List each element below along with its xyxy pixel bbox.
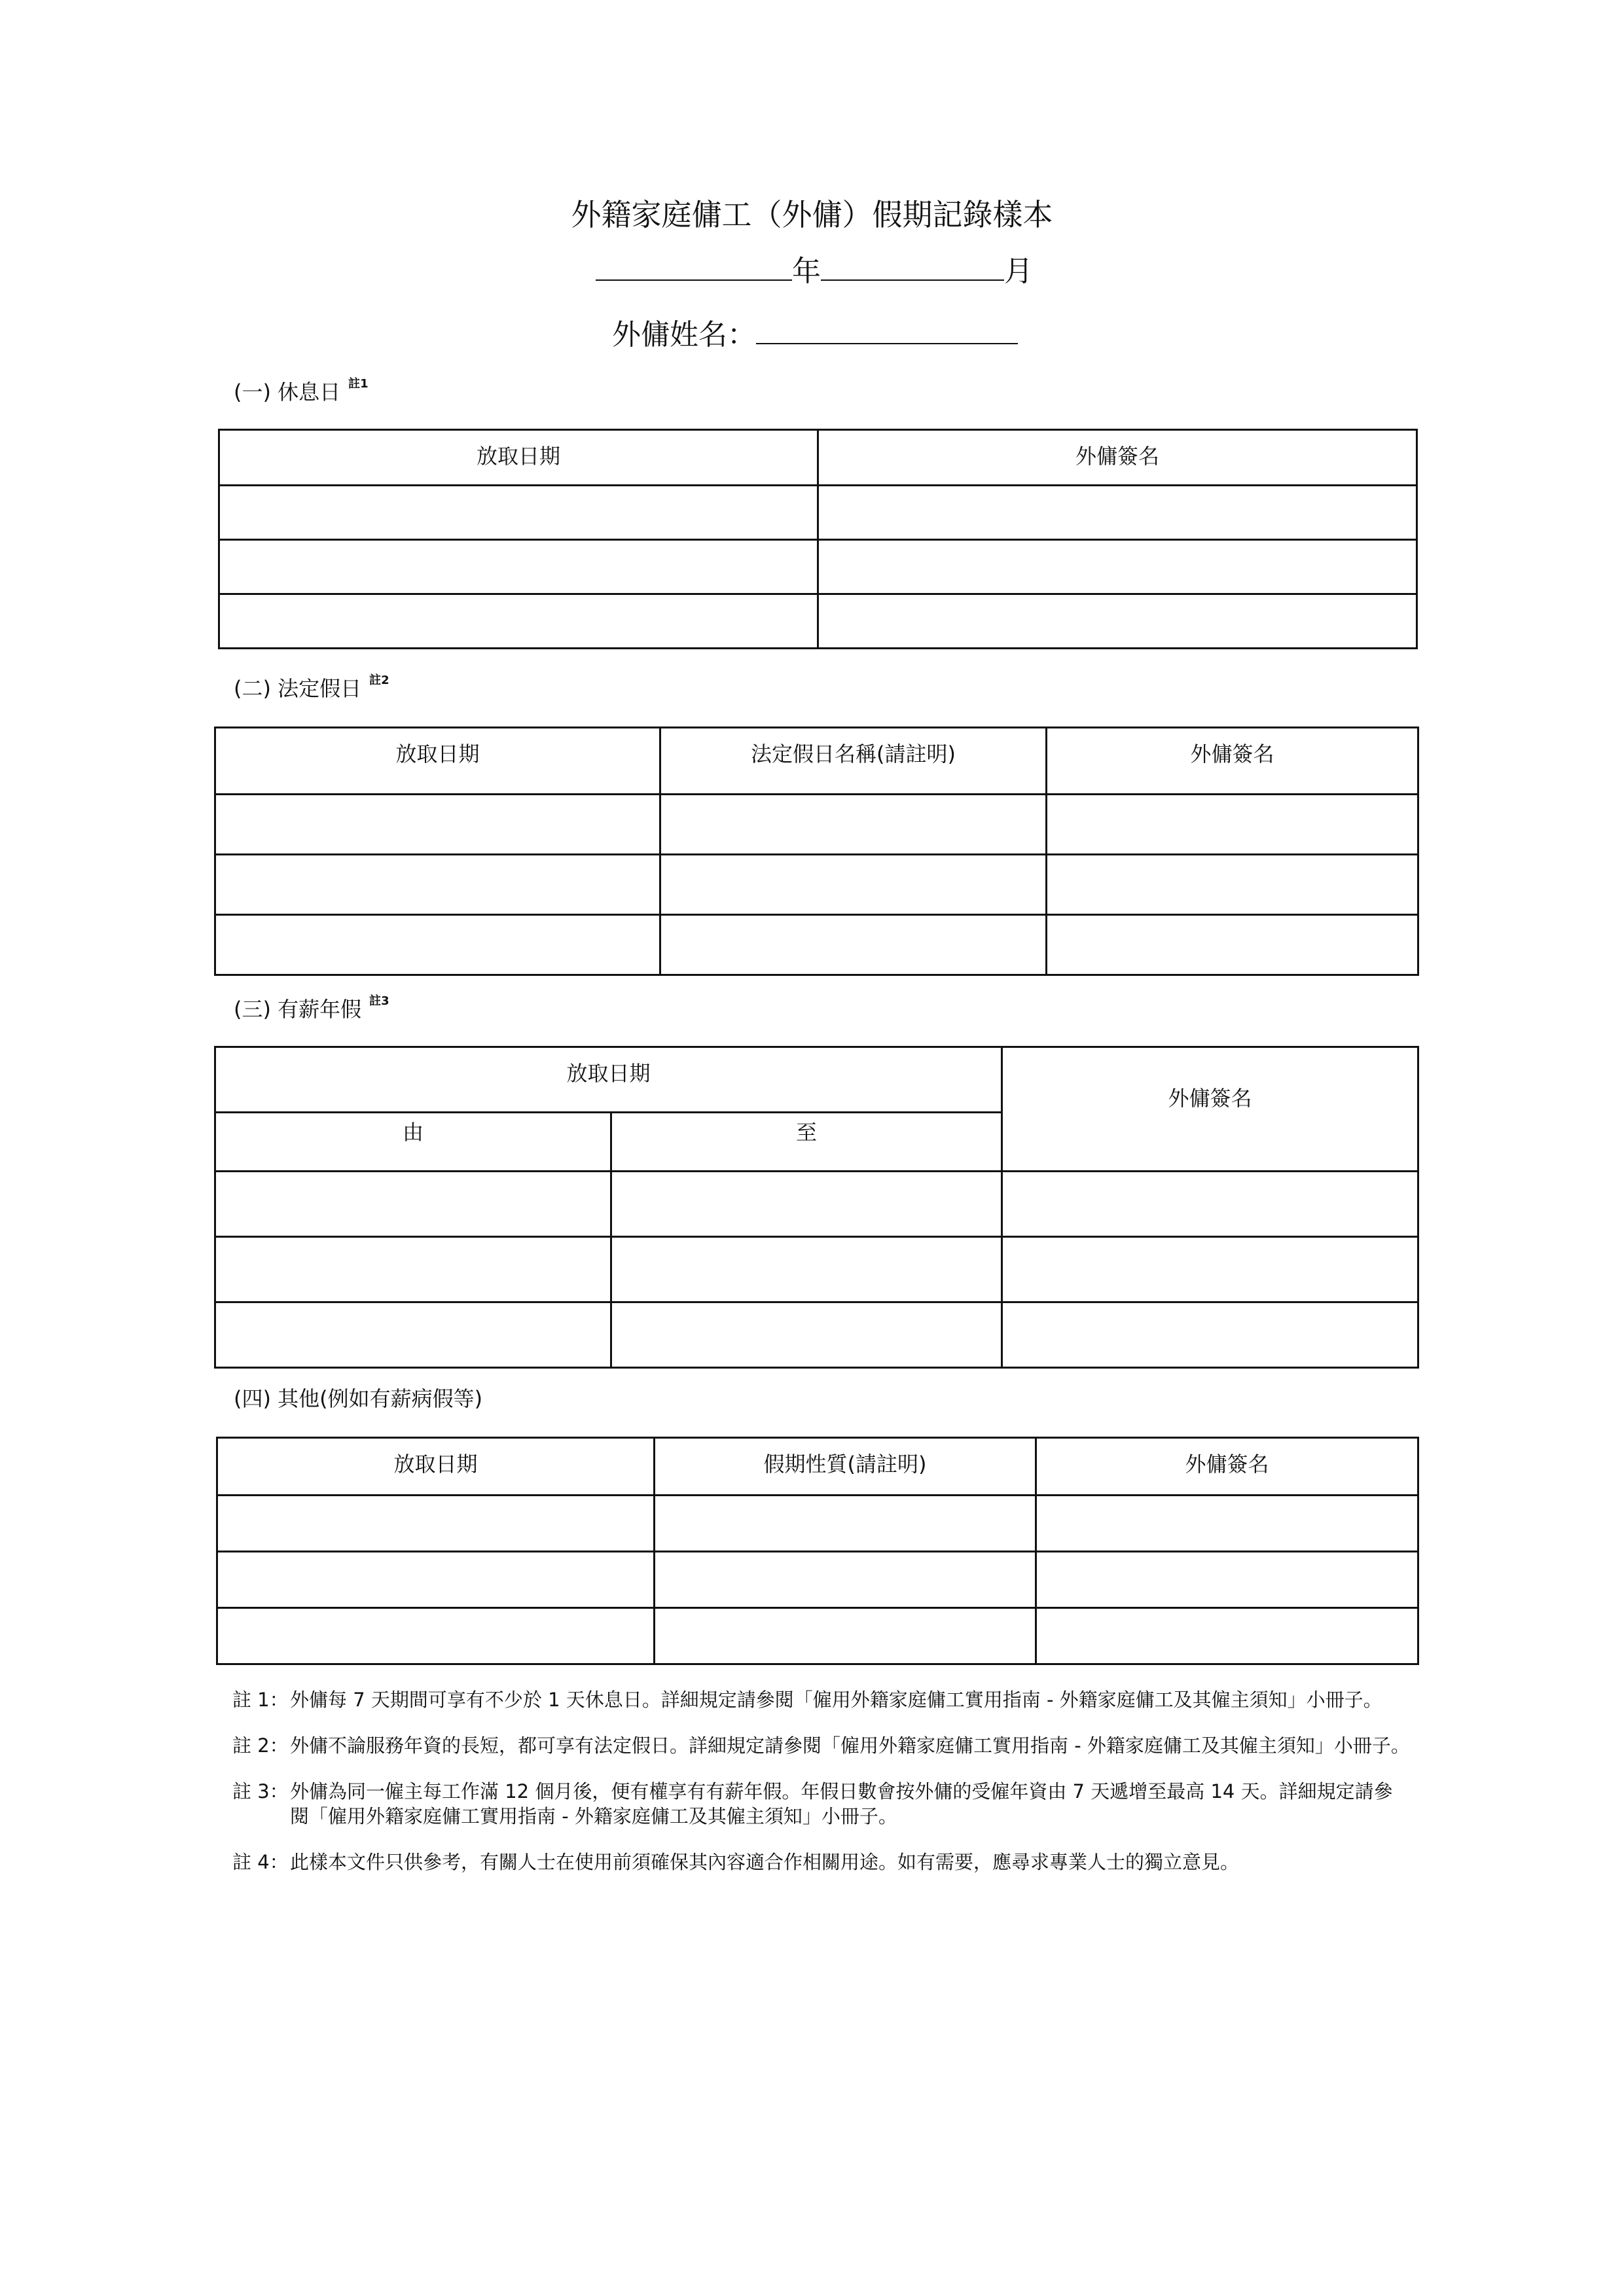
table-cell[interactable]: [818, 540, 1417, 594]
year-blank[interactable]: [596, 256, 792, 281]
helper-name-blank[interactable]: [756, 319, 1018, 344]
table-cell[interactable]: [1047, 855, 1418, 915]
table-cell[interactable]: [217, 1608, 655, 1664]
table-cell[interactable]: [215, 1302, 611, 1368]
note-3: 註 3： 外傭為同一僱主每工作滿 12 個月後，便有權享有有薪年假。年假日數會按外傭的受僱年資由 7 天遞增至最高 14 天。詳細規定請參閱「僱用外籍家庭傭工實用指南 - 外籍家庭傭工及其僱主須知」小冊子。: [232, 1780, 1393, 1827]
header-holiday-name: 法定假日名稱(請註明): [660, 728, 1047, 795]
table-cell[interactable]: [1002, 1237, 1418, 1302]
table-cell[interactable]: [1036, 1608, 1418, 1664]
table-cell[interactable]: [1036, 1552, 1418, 1608]
other-leave-table: [216, 1437, 1419, 1665]
table-cell[interactable]: [217, 1552, 655, 1608]
section-annual-leave-heading: (三) 有薪年假 $^{註3}$: [234, 994, 389, 1022]
header-leave-type: 假期性質(請註明): [655, 1438, 1036, 1496]
table-cell[interactable]: [1047, 915, 1418, 975]
year-month-line: [596, 247, 1033, 289]
note-ref-1: 註1: [348, 377, 369, 391]
table-cell[interactable]: [655, 1496, 1036, 1552]
table-cell[interactable]: [215, 795, 660, 855]
section-statutory-holiday-heading: (二) 法定假日 $^{註2}$: [234, 673, 389, 701]
table-cell[interactable]: [1002, 1172, 1418, 1237]
header-date: 放取日期: [217, 1438, 655, 1496]
note-2: 註 2： 外傭不論服務年資的長短，都可享有法定假日。詳細規定請參閱「僱用外籍家庭傭工實用指南 - 外籍家庭傭工及其僱主須知」小冊子。: [232, 1734, 1410, 1757]
header-signature: 外傭簽名: [1047, 728, 1418, 795]
helper-name-label: 外傭姓名：: [612, 318, 756, 351]
table-cell[interactable]: [1047, 795, 1418, 855]
note-ref-2: 註2: [369, 673, 389, 687]
header-to: 至: [611, 1113, 1002, 1172]
table-cell[interactable]: [215, 855, 660, 915]
table-cell[interactable]: [1002, 1302, 1418, 1368]
note-1: 註 1： 外傭每 7 天期間可享有不少於 1 天休息日。詳細規定請參閱「僱用外籍家庭傭工實用指南 - 外籍家庭傭工及其僱主須知」小冊子。: [232, 1689, 1382, 1711]
header-from: 由: [215, 1113, 611, 1172]
table-cell[interactable]: [611, 1302, 1002, 1368]
table-cell[interactable]: [660, 855, 1047, 915]
note-4: 註 4： 此樣本文件只供參考，有關人士在使用前須確保其內容適合作相關用途。如有需要，應尋求專業人士的獨立意見。: [232, 1851, 1240, 1873]
statutory-holiday-table: [214, 726, 1419, 976]
table-cell[interactable]: [660, 915, 1047, 975]
table-cell[interactable]: [215, 1237, 611, 1302]
table-cell[interactable]: [217, 1496, 655, 1552]
table-cell[interactable]: [1036, 1496, 1418, 1552]
header-date: 放取日期: [215, 728, 660, 795]
table-cell[interactable]: [655, 1608, 1036, 1664]
note-ref-3: 註3: [369, 994, 389, 1008]
table-cell[interactable]: [660, 795, 1047, 855]
table-cell[interactable]: [219, 540, 818, 594]
table-cell[interactable]: [818, 486, 1417, 540]
month-blank[interactable]: [821, 256, 1004, 281]
helper-name-line: [612, 311, 1018, 353]
header-signature: 外傭簽名: [1002, 1047, 1418, 1172]
table-cell[interactable]: [215, 915, 660, 975]
rest-day-table: [218, 429, 1418, 649]
table-cell[interactable]: [655, 1552, 1036, 1608]
table-cell[interactable]: [818, 594, 1417, 649]
table-cell[interactable]: [219, 486, 818, 540]
table-cell[interactable]: [215, 1172, 611, 1237]
table-cell[interactable]: [611, 1237, 1002, 1302]
section-other-leave-heading: (四) 其他(例如有薪病假等): [234, 1386, 483, 1411]
table-cell[interactable]: [611, 1172, 1002, 1237]
year-label: 年: [792, 255, 821, 288]
header-date: 放取日期: [215, 1047, 1002, 1113]
notes: [232, 1687, 1411, 1895]
section-rest-day-heading: (一) 休息日 $^{註1}$: [234, 377, 369, 404]
table-cell[interactable]: [219, 594, 818, 649]
header-signature: 外傭簽名: [818, 430, 1417, 486]
annual-leave-table: [214, 1046, 1419, 1369]
page-title: 外籍家庭傭工（外傭）假期記錄樣本: [571, 197, 1053, 232]
header-date: 放取日期: [219, 430, 818, 486]
header-signature: 外傭簽名: [1036, 1438, 1418, 1496]
month-label: 月: [1004, 255, 1033, 288]
